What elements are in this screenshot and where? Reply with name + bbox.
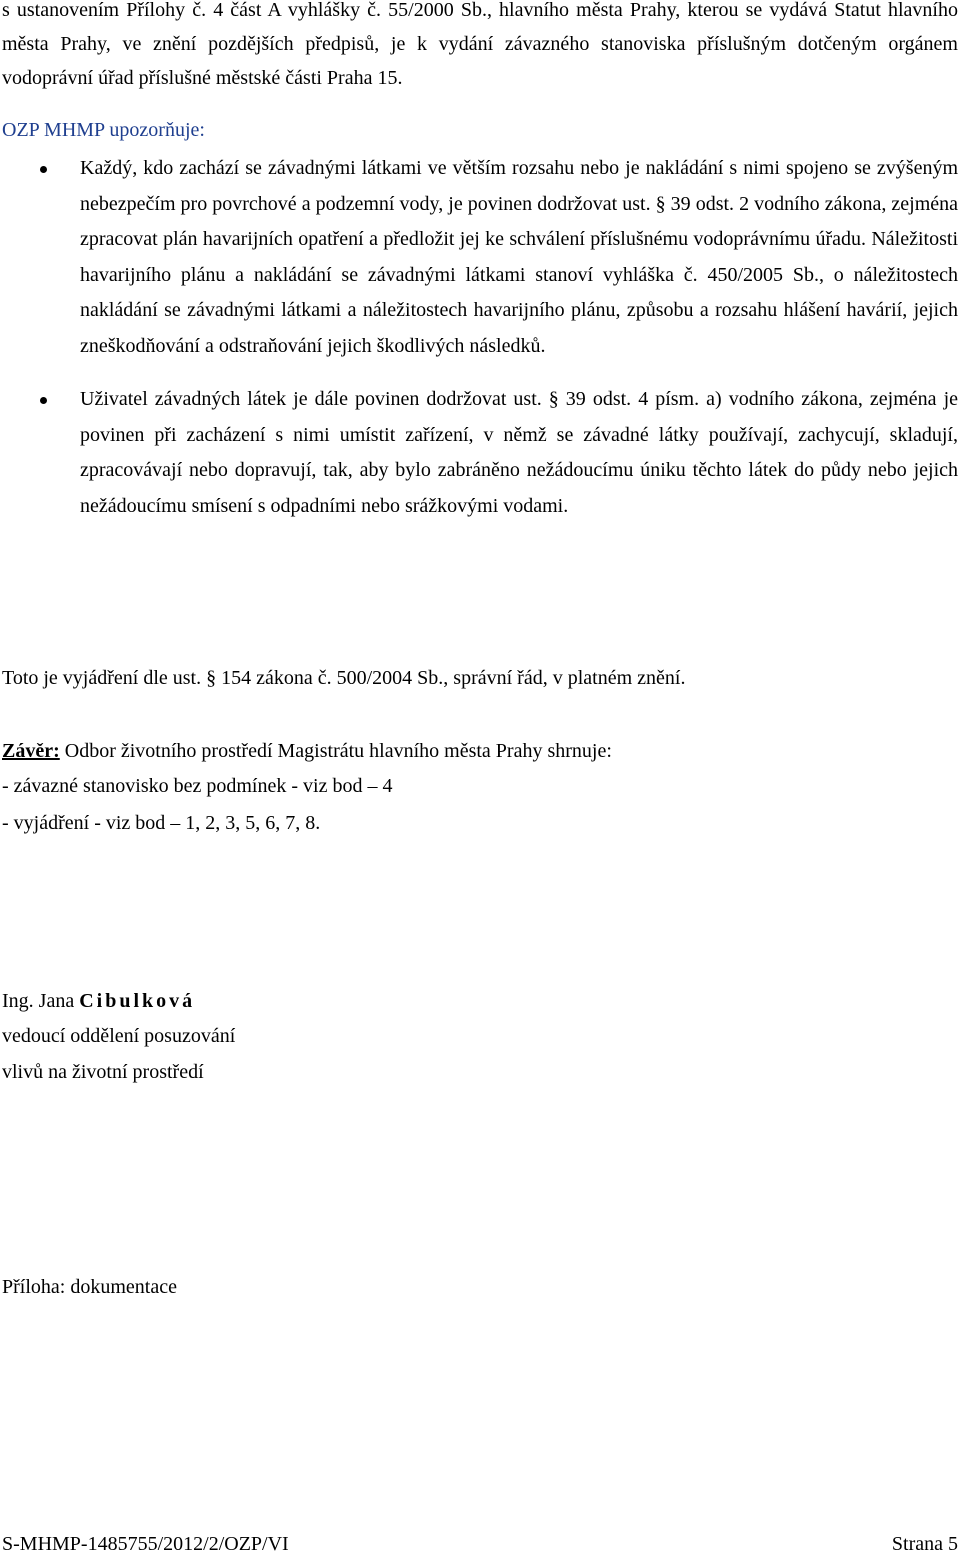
signature-role-line-1: vedoucí oddělení posuzování (2, 1025, 236, 1047)
warning-heading: OZP MHMP upozorňuje: (2, 119, 205, 141)
conclusion-line-1: - závazné stanovisko bez podmínek - viz bod – 4 (2, 775, 393, 797)
conclusion-text: Odbor životního prostředí Magistrátu hlavního města Prahy shrnuje: (59, 740, 612, 762)
list-item (0, 382, 960, 524)
conclusion-label: Závěr: (2, 740, 60, 762)
intro-paragraph: s ustanovením Přílohy č. 4 část A vyhlášky č. 55/2000 Sb., hlavního města Prahy, kterou se vydává Statut hlavního města Prahy, ve znění pozdějších předpisů, je k vydání závazného stanoviska příslušným dotčeným orgánem vodoprávní úřad příslušné městské části Praha 15. (2, 0, 958, 89)
conclusion-heading (2, 738, 612, 764)
footer-page-number: Strana 5 (891, 1533, 958, 1555)
bullet-icon (40, 397, 47, 404)
signature-role-line-2: vlivů na životní prostředí (2, 1061, 204, 1083)
signature-title: Ing. Jana (2, 990, 80, 1012)
signature-surname: Cibulková (79, 990, 196, 1012)
list-item (0, 151, 960, 364)
warning-list (0, 151, 960, 524)
conclusion-line-2: - vyjádření - viz bod – 1, 2, 3, 5, 6, 7, 8. (2, 812, 321, 834)
signature-name (2, 988, 195, 1014)
list-item-text: Každý, kdo zachází se závadnými látkami ve větším rozsahu nebo je nakládání s nimi spojeno se zvýšeným nebezpečím pro povrchové a podzemní vody, je povinen dodržovat ust. § 39 odst. 2 vodního zákona, zejména zpracovat plán havarijních opatření a předložit jej ke schválení příslušnému vodoprávnímu úřadu. Náležitosti havarijního plánu a nakládání se závadnými látkami stanoví vyhláška č. 450/2005 Sb., o náležitostech nakládání se závadnými látkami a náležitostech havarijního plánu, způsobu a rozsahu hlášení havárií, jejich zneškodňování a odstraňování jejich škodlivých následků. (80, 157, 958, 357)
footer-reference: S-MHMP-1485755/2012/2/OZP/VI (2, 1533, 289, 1555)
attachment-note: Příloha: dokumentace (2, 1276, 177, 1298)
statement-text: Toto je vyjádření dle ust. § 154 zákona č. 500/2004 Sb., správní řád, v platném znění. (2, 667, 686, 689)
list-item-text: Uživatel závadných látek je dále povinen dodržovat ust. § 39 odst. 4 písm. a) vodního zákona, zejména je povinen při zacházení s nimi umístit zařízení, v němž se závadné látky používají, zachycují, skladují, zpracovávají nebo dopravují, tak, aby bylo zabráněno nežádoucímu úniku těchto látek do půdy nebo jejich nežádoucímu smísení s odpadními nebo srážkovými vodami. (80, 388, 958, 517)
bullet-icon (40, 166, 47, 173)
